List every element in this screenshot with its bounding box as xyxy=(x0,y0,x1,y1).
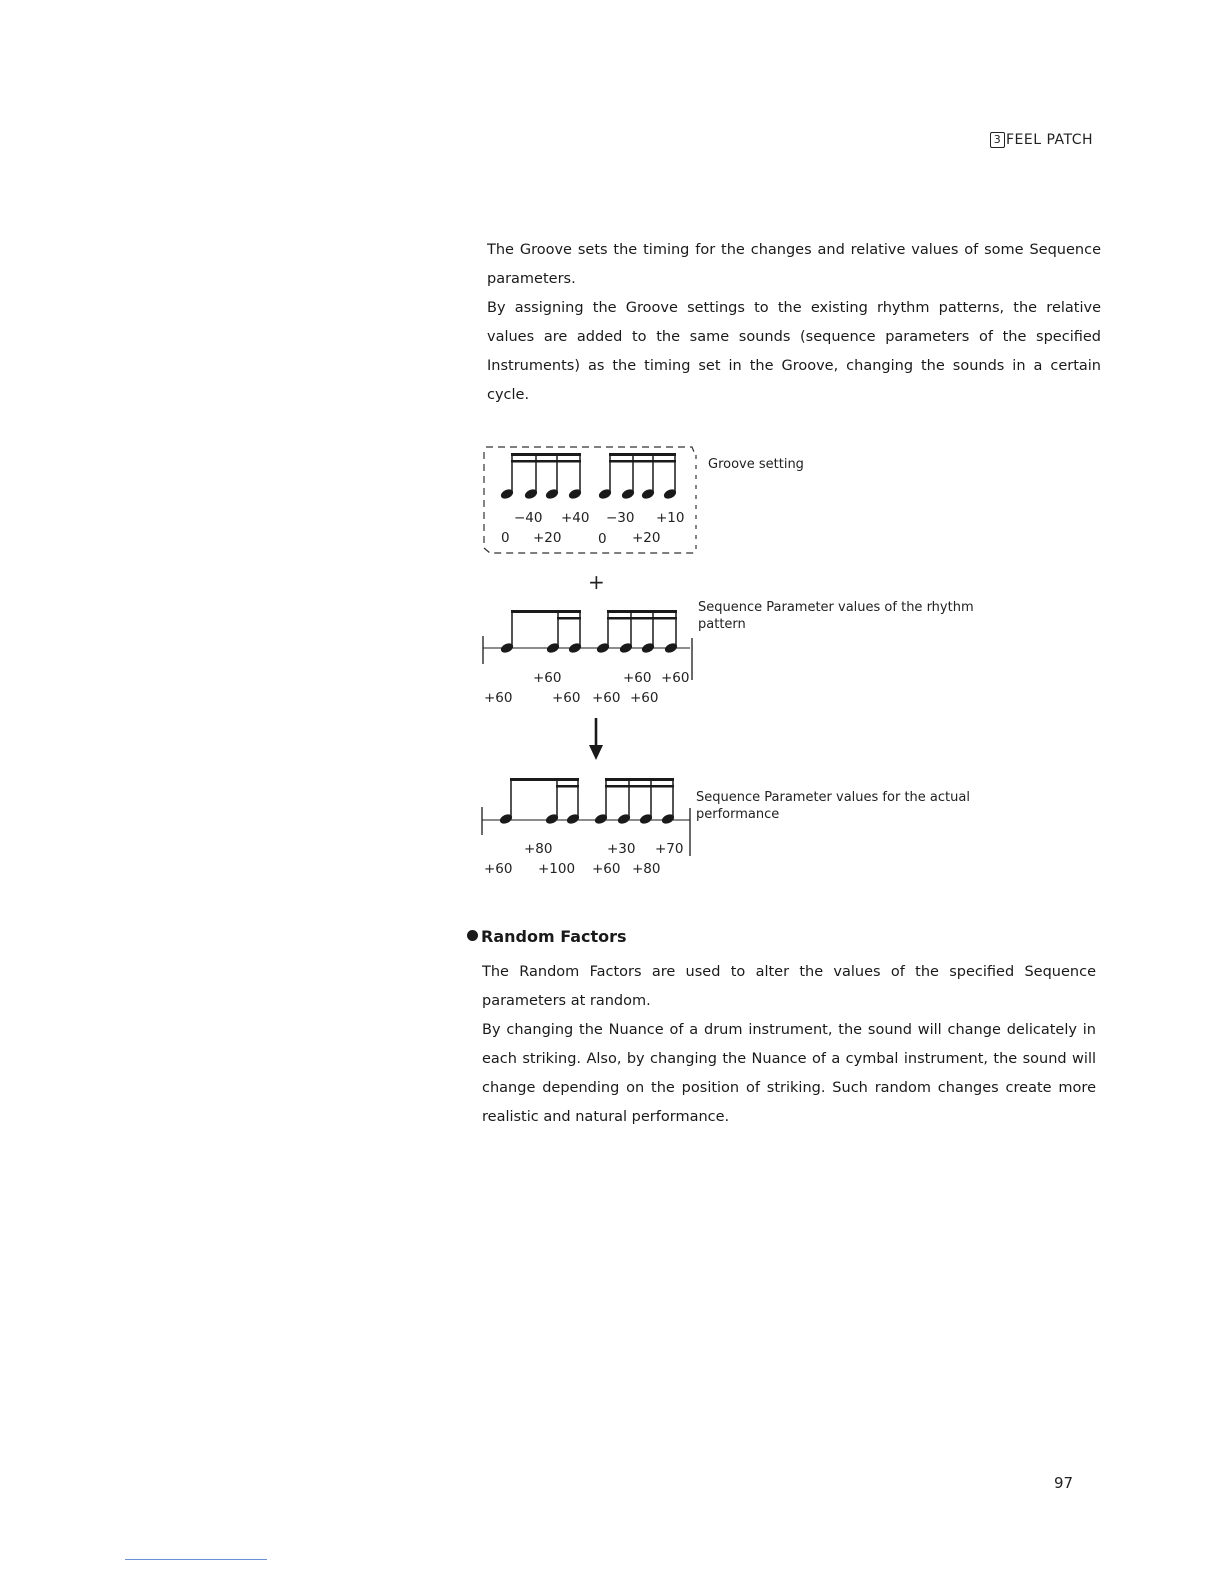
performance-value: +80 xyxy=(524,841,553,857)
groove-value: 0 xyxy=(598,531,607,547)
plus-sign: + xyxy=(588,570,605,594)
performance-label-line2: performance xyxy=(696,807,780,822)
groove-value: +20 xyxy=(533,530,562,546)
pattern-value: +60 xyxy=(592,690,621,706)
performance-value: +100 xyxy=(538,861,576,877)
random-factors-paragraph-1: The Random Factors are used to alter the values of the specified Sequence parameters at random. xyxy=(482,964,1096,1009)
intro-paragraph-1: The Groove sets the timing for the changes and relative values of some Sequence parameters. xyxy=(487,242,1101,287)
pattern-value: +60 xyxy=(533,670,562,686)
pattern-label-line2: pattern xyxy=(698,617,746,632)
bullet-icon xyxy=(467,930,478,941)
groove-value: +20 xyxy=(632,530,661,546)
groove-value: +10 xyxy=(656,510,685,526)
page-number: 97 xyxy=(1054,1474,1074,1492)
performance-value: +70 xyxy=(655,841,684,857)
groove-value: −40 xyxy=(514,510,543,526)
pattern-label-line1: Sequence Parameter values of the rhythm xyxy=(698,600,974,615)
performance-label-line1: Sequence Parameter values for the actual xyxy=(696,790,970,805)
groove-notes xyxy=(499,453,677,501)
groove-value: −30 xyxy=(606,510,635,526)
random-factors-title: Random Factors xyxy=(481,927,627,946)
random-factors-paragraph-2: By changing the Nuance of a drum instrument, the sound will change delicately in each striking. Also, by changing the Nuance of a cymbal instrument, the sound will change depending on the position of striking. Such random changes create more realistic and natural performance. xyxy=(482,1022,1096,1125)
performance-value: +80 xyxy=(632,861,661,877)
groove-value: 0 xyxy=(501,530,510,546)
section-title: FEEL PATCH xyxy=(1006,132,1094,148)
down-arrow-icon xyxy=(589,718,603,760)
pattern-value: +60 xyxy=(484,690,513,706)
groove-setting-label: Groove setting xyxy=(708,457,804,472)
pattern-value: +60 xyxy=(623,670,652,686)
performance-value: +60 xyxy=(592,861,621,877)
footer-rule xyxy=(125,1559,267,1560)
pattern-value: +60 xyxy=(552,690,581,706)
performance-value: +30 xyxy=(607,841,636,857)
groove-setting-box xyxy=(484,447,696,553)
pattern-value: +60 xyxy=(661,670,690,686)
pattern-value: +60 xyxy=(630,690,659,706)
section-number-box: 3 xyxy=(990,132,1005,148)
random-factors-heading xyxy=(467,927,627,946)
groove-value: +40 xyxy=(561,510,590,526)
intro-paragraph-2: By assigning the Groove settings to the existing rhythm patterns, the relative values are added to the same sounds (sequence parameters of the specified Instruments) as the timing set in the Groove, changing the sounds in a certain cycle. xyxy=(487,300,1101,403)
performance-value: +60 xyxy=(484,861,513,877)
